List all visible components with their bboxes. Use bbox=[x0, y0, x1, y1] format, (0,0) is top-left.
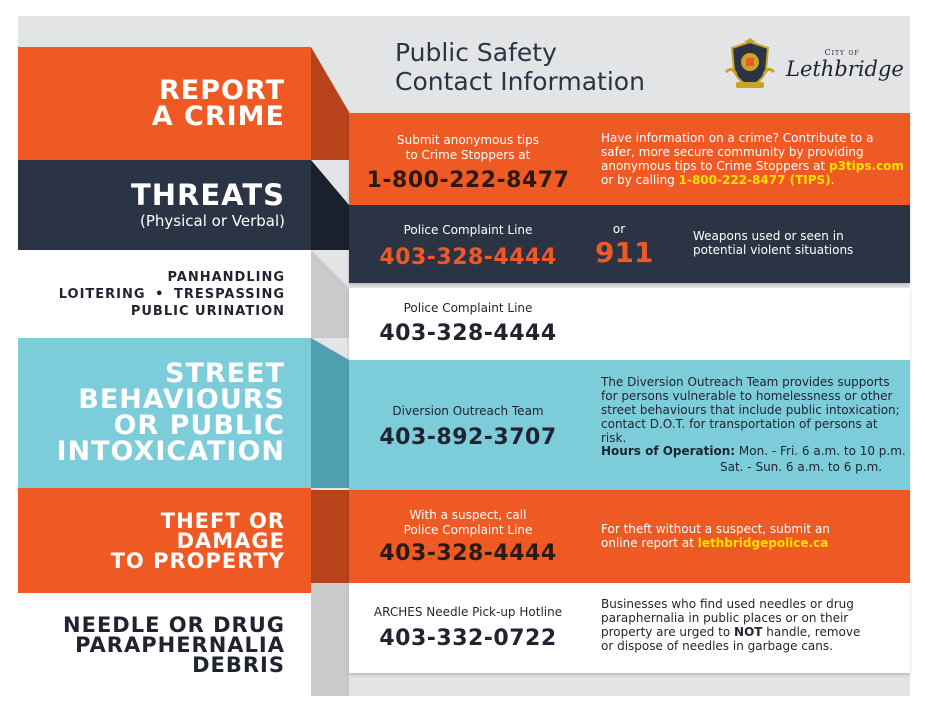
street-label: Diversion Outreach Team bbox=[392, 404, 544, 418]
info-theft bbox=[349, 490, 910, 583]
category-panhandling bbox=[18, 250, 311, 338]
category-needle-line-3: DEBRIS bbox=[192, 652, 285, 677]
fold-threats bbox=[311, 160, 349, 205]
fold-street-lower bbox=[311, 360, 349, 488]
threats-desc-line-2: potential violent situations bbox=[693, 243, 854, 257]
police-phone-panhandling[interactable]: 403-328-4444 bbox=[379, 321, 557, 346]
category-threats bbox=[18, 160, 311, 250]
category-theft-line-3: TO PROPERTY bbox=[110, 548, 285, 573]
report-desc-line-3: anonymous tips to Crime Stoppers at bbox=[601, 159, 829, 173]
fold-needle bbox=[311, 583, 349, 696]
hours-of-operation bbox=[601, 443, 906, 475]
title-line-1: Public Safety bbox=[395, 38, 557, 67]
panhandling-label: Police Complaint Line bbox=[403, 301, 533, 315]
threats-desc-line-1: Weapons used or seen in bbox=[693, 229, 844, 243]
police-website-link[interactable]: lethbridgepolice.ca bbox=[697, 536, 829, 550]
threats-description bbox=[693, 229, 893, 257]
street-desc-line-3: street behaviours that include public intoxication; bbox=[601, 403, 900, 417]
street-desc-line-2: for persons vulnerable to homelessness or other bbox=[601, 389, 893, 403]
needle-desc-line-4: or dispose of needles in garbage cans. bbox=[601, 639, 833, 653]
city-wordmark bbox=[786, 48, 904, 81]
threats-label: Police Complaint Line bbox=[403, 223, 533, 237]
city-crest-icon bbox=[722, 38, 778, 90]
needle-description bbox=[601, 597, 906, 653]
category-theft-line-1: THEFT OR bbox=[160, 508, 285, 533]
bullet-separator: • bbox=[155, 286, 165, 302]
theft-desc-line-2: online report at bbox=[601, 536, 698, 550]
fold-report-lower bbox=[311, 113, 349, 160]
or-label: or bbox=[612, 222, 626, 236]
category-threats-subtitle: (Physical or Verbal) bbox=[140, 212, 285, 230]
city-small-label: City of bbox=[824, 48, 860, 57]
category-street-line-3: OR PUBLIC bbox=[113, 410, 285, 441]
report-label-line-2: to Crime Stoppers at bbox=[405, 148, 531, 162]
fold-panhandling-lower bbox=[311, 288, 349, 338]
category-panhandling-line-3: PUBLIC URINATION bbox=[130, 303, 285, 319]
needle-desc-line-3c: handle, remove bbox=[762, 625, 861, 639]
arches-phone[interactable]: 403-332-0722 bbox=[379, 626, 557, 651]
category-report-crime bbox=[18, 47, 311, 160]
crime-stoppers-phone[interactable]: 1-800-222-8477 bbox=[366, 168, 570, 193]
report-desc-line-2: safer, more secure community by providing bbox=[601, 145, 864, 159]
report-desc-line-4: or by calling bbox=[601, 173, 679, 187]
category-street-line-4: INTOXICATION bbox=[56, 436, 285, 467]
hours-label: Hours of Operation: bbox=[601, 444, 736, 458]
fold-theft bbox=[311, 490, 349, 593]
police-phone-threats[interactable]: 403-328-4444 bbox=[379, 245, 557, 270]
category-panhandling-line-2 bbox=[18, 286, 285, 303]
info-street-behaviours bbox=[349, 360, 910, 490]
info-panhandling bbox=[349, 288, 910, 360]
theft-label-line-1: With a suspect, call bbox=[409, 508, 527, 522]
needle-desc-line-1: Businesses who find used needles or drug bbox=[601, 597, 854, 611]
fold-street bbox=[311, 338, 349, 360]
loitering-label: LOITERING bbox=[58, 286, 146, 302]
category-threats-title: THREATS bbox=[130, 178, 285, 212]
report-label-line-1: Submit anonymous tips bbox=[396, 133, 539, 147]
category-theft-line-2: DAMAGE bbox=[176, 528, 285, 553]
tips-phone-inline[interactable]: 1-800-222-8477 (TIPS) bbox=[678, 173, 831, 187]
fold-panhandling bbox=[311, 250, 349, 288]
category-street-behaviours bbox=[18, 338, 311, 488]
category-panhandling-line-1: PANHANDLING bbox=[167, 269, 285, 285]
city-name: Lethbridge bbox=[786, 57, 904, 81]
report-desc-line-1: Have information on a crime? Contribute to a bbox=[601, 131, 874, 145]
needle-desc-not: NOT bbox=[734, 625, 763, 639]
p3tips-link[interactable]: p3tips.com bbox=[828, 159, 904, 173]
poster-title bbox=[395, 38, 645, 96]
report-desc-end: . bbox=[830, 173, 835, 187]
needle-desc-line-2: paraphernalia in public places or on their bbox=[601, 611, 849, 625]
street-desc-line-1: The Diversion Outreach Team provides supports bbox=[601, 375, 890, 389]
info-threats bbox=[349, 205, 910, 283]
needle-label: ARCHES Needle Pick-up Hotline bbox=[373, 605, 563, 619]
theft-description bbox=[601, 522, 906, 550]
info-report-crime bbox=[349, 113, 910, 205]
category-report-line-1: REPORT bbox=[159, 74, 285, 106]
police-phone-theft[interactable]: 403-328-4444 bbox=[379, 541, 557, 566]
hours-weekday: Mon. - Fri. 6 a.m. to 10 p.m. bbox=[738, 444, 906, 458]
theft-label bbox=[373, 508, 563, 538]
fold-threats-lower bbox=[311, 205, 349, 250]
category-needle bbox=[18, 593, 311, 696]
street-description bbox=[601, 375, 906, 445]
needle-desc-line-3a: property are urged to bbox=[601, 625, 735, 639]
category-theft bbox=[18, 488, 311, 593]
fold-report bbox=[311, 47, 349, 113]
trespassing-label: TRESPASSING bbox=[173, 286, 285, 302]
category-street-line-2: BEHAVIOURS bbox=[78, 384, 285, 415]
category-street-line-1: STREET bbox=[165, 358, 285, 389]
info-needle bbox=[349, 583, 910, 673]
category-needle-line-2: PARAPHERNALIA bbox=[75, 632, 285, 657]
category-needle-line-1: NEEDLE OR DRUG bbox=[63, 612, 285, 637]
title-line-2: Contact Information bbox=[395, 67, 645, 96]
report-label bbox=[373, 133, 563, 163]
outreach-phone[interactable]: 403-892-3707 bbox=[379, 425, 557, 450]
report-description bbox=[601, 131, 906, 187]
theft-label-line-2: Police Complaint Line bbox=[403, 523, 533, 537]
emergency-911[interactable]: 911 bbox=[595, 236, 654, 269]
street-desc-line-4: contact D.O.T. for transportation of persons at risk. bbox=[601, 417, 878, 445]
theft-desc-line-1: For theft without a suspect, submit an bbox=[601, 522, 830, 536]
category-report-line-2: A CRIME bbox=[151, 100, 285, 132]
hours-weekend: Sat. - Sun. 6 a.m. to 6 p.m. bbox=[720, 460, 883, 474]
